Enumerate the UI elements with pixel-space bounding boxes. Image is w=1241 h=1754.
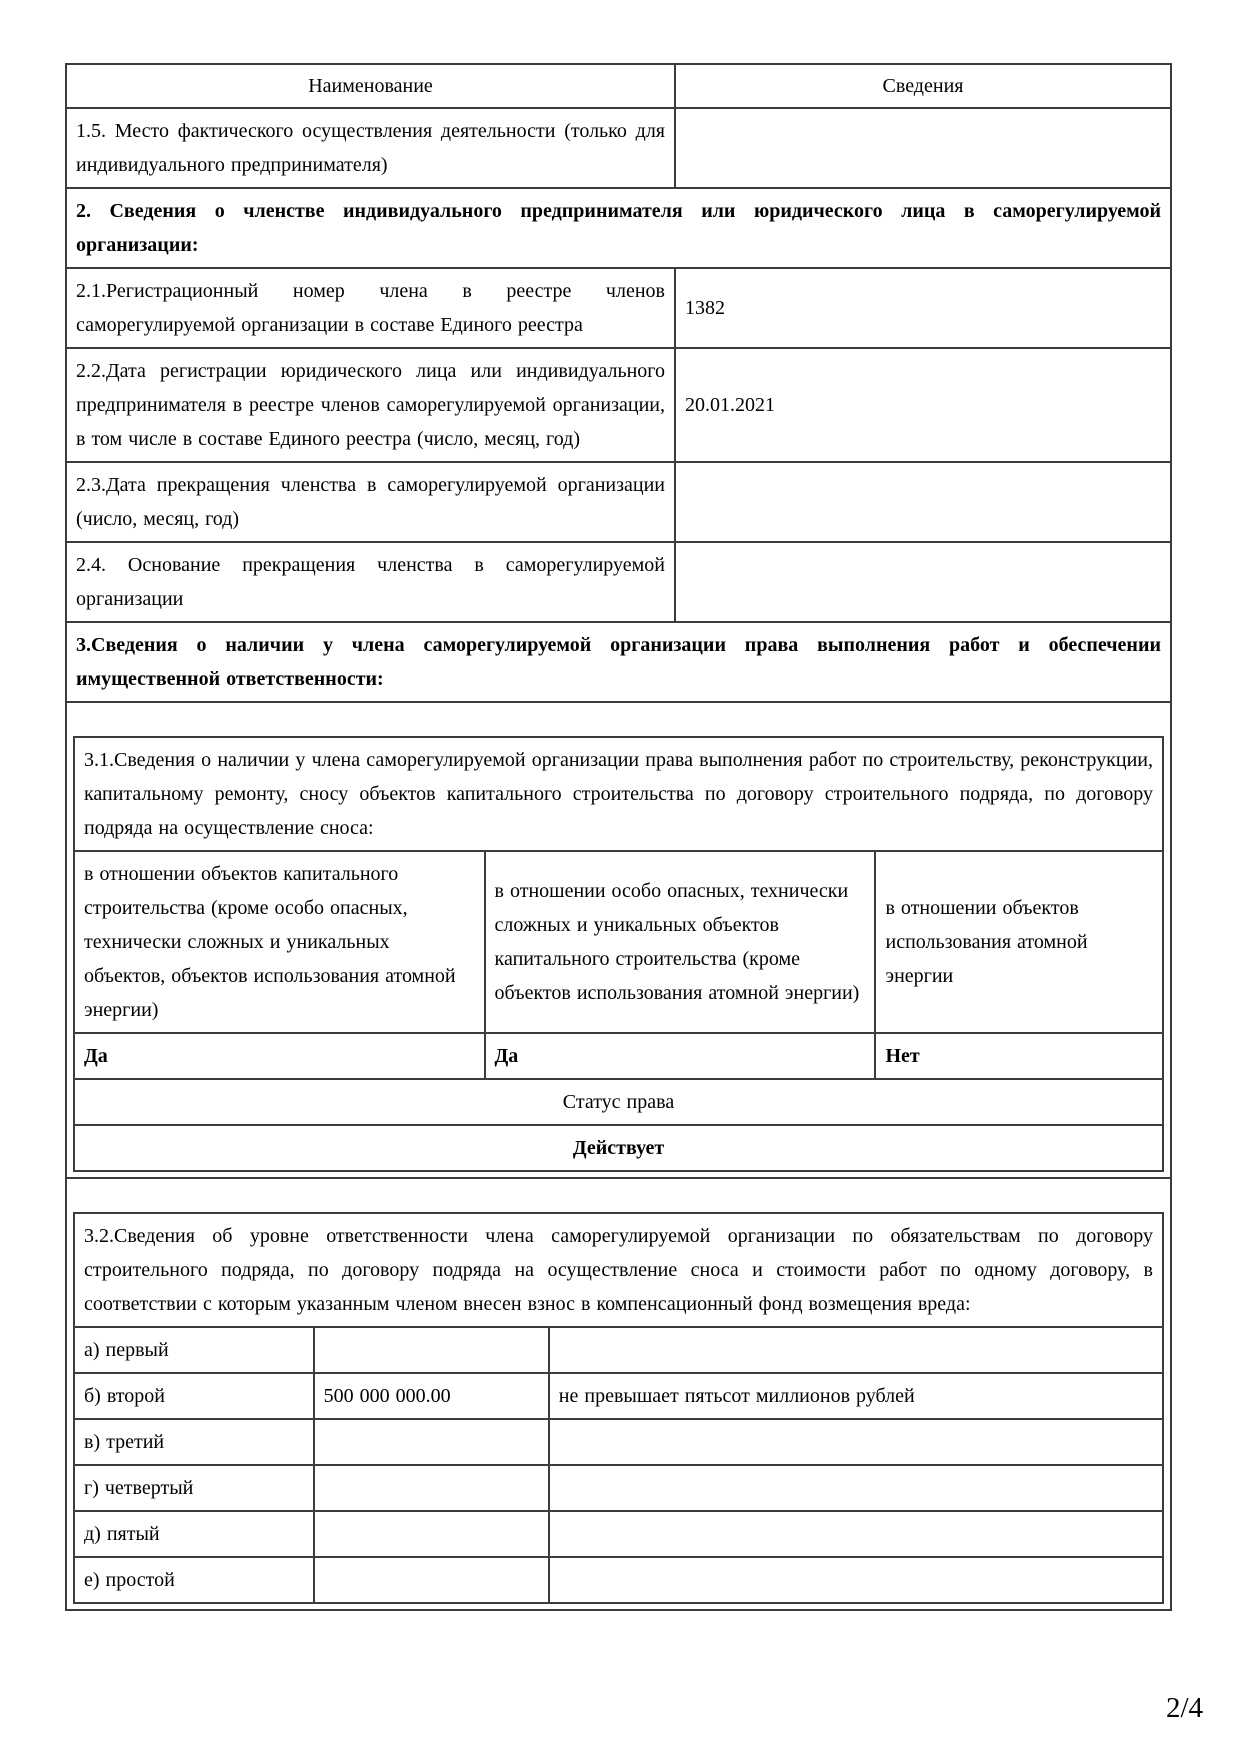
- status-label: Статус права: [74, 1079, 1163, 1125]
- status-value-row: [74, 1125, 1163, 1171]
- row-2-4-label: 2.4. Основание прекращения членства в саморегулируемой организации: [66, 542, 675, 622]
- section-3-2-container-row: [66, 1178, 1171, 1610]
- table-header-row: [66, 64, 1171, 108]
- rights-column-hazardous-objects: в отношении особо опасных, технически сложных и уникальных объектов капитального строительства (кроме объектов использования атомной энергии): [485, 851, 876, 1033]
- level-label: д) пятый: [74, 1511, 314, 1557]
- rights-table: [73, 736, 1164, 1172]
- page-number: 2/4: [1165, 1692, 1203, 1724]
- section-3-1-intro: 3.1.Сведения о наличии у члена саморегулируемой организации права выполнения работ по строительству, реконструкции, капитальному ремонту, сносу объектов капитального строительства по договору строительного подряда, по договору подряда на осуществление сноса:: [74, 737, 1163, 851]
- table-row: [66, 462, 1171, 542]
- row-2-1-label: 2.1.Регистрационный номер члена в реестре членов саморегулируемой организации в составе Единого реестра: [66, 268, 675, 348]
- rights-column-capital-objects: в отношении объектов капитального строительства (кроме особо опасных, технически сложных и уникальных объектов, объектов использования атомной энергии): [74, 851, 485, 1033]
- liability-row-second: [74, 1373, 1163, 1419]
- row-2-3-value: [675, 462, 1171, 542]
- level-label: г) четвертый: [74, 1465, 314, 1511]
- column-header-name: Наименование: [66, 64, 675, 108]
- liability-row-simple: [74, 1557, 1163, 1603]
- level-amount: [314, 1511, 549, 1557]
- level-amount: 500 000 000.00: [314, 1373, 549, 1419]
- section-3-1-container: [66, 702, 1171, 1178]
- level-description: [549, 1465, 1163, 1511]
- section-3-2-container: [66, 1178, 1171, 1610]
- liability-row-fourth: [74, 1465, 1163, 1511]
- section-3-header-row: [66, 622, 1171, 702]
- table-row: [66, 542, 1171, 622]
- level-amount: [314, 1327, 549, 1373]
- section-3-title: 3.Сведения о наличии у члена саморегулируемой организации права выполнения работ и обеспечении имущественной ответственности:: [66, 622, 1171, 702]
- row-2-4-value: [675, 542, 1171, 622]
- level-description: [549, 1557, 1163, 1603]
- liability-levels-table: [73, 1212, 1164, 1604]
- level-label: в) третий: [74, 1419, 314, 1465]
- level-amount: [314, 1557, 549, 1603]
- row-1-5-label: 1.5. Место фактического осуществления деятельности (только для индивидуального предпринимателя): [66, 108, 675, 188]
- status-value: Действует: [74, 1125, 1163, 1171]
- liability-row-third: [74, 1419, 1163, 1465]
- level-amount: [314, 1419, 549, 1465]
- level-label: а) первый: [74, 1327, 314, 1373]
- section-3-1-container-row: [66, 702, 1171, 1178]
- rights-column-nuclear-objects: в отношении объектов использования атомной энергии: [875, 851, 1163, 1033]
- level-description: [549, 1327, 1163, 1373]
- liability-intro-row: [74, 1213, 1163, 1327]
- section-2-title: 2. Сведения о членстве индивидуального предпринимателя или юридического лица в саморегулируемой организации:: [66, 188, 1171, 268]
- row-1-5-value: [675, 108, 1171, 188]
- table-row: [66, 268, 1171, 348]
- rights-intro-row: [74, 737, 1163, 851]
- column-header-details: Сведения: [675, 64, 1171, 108]
- level-description: не превышает пятьсот миллионов рублей: [549, 1373, 1163, 1419]
- table-row: [66, 108, 1171, 188]
- row-2-2-label: 2.2.Дата регистрации юридического лица или индивидуального предпринимателя в реестре членов саморегулируемой организации, в том числе в составе Единого реестра (число, месяц, год): [66, 348, 675, 462]
- row-2-3-label: 2.3.Дата прекращения членства в саморегулируемой организации (число, месяц, год): [66, 462, 675, 542]
- level-description: [549, 1419, 1163, 1465]
- rights-answer-capital: Да: [74, 1033, 485, 1079]
- table-row: [66, 348, 1171, 462]
- level-amount: [314, 1465, 549, 1511]
- section-2-header-row: [66, 188, 1171, 268]
- level-label: е) простой: [74, 1557, 314, 1603]
- section-3-2-intro: 3.2.Сведения об уровне ответственности члена саморегулируемой организации по обязательствам по договору строительного подряда, по договору подряда на осуществление сноса и стоимости работ по одному договору, в соответствии с которым указанным членом внесен взнос в компенсационный фонд возмещения вреда:: [74, 1213, 1163, 1327]
- level-description: [549, 1511, 1163, 1557]
- level-label: б) второй: [74, 1373, 314, 1419]
- liability-row-fifth: [74, 1511, 1163, 1557]
- rights-answer-hazardous: Да: [485, 1033, 876, 1079]
- rights-columns-row: [74, 851, 1163, 1033]
- row-2-2-value: 20.01.2021: [675, 348, 1171, 462]
- row-2-1-value: 1382: [675, 268, 1171, 348]
- status-label-row: [74, 1079, 1163, 1125]
- rights-answers-row: [74, 1033, 1163, 1079]
- registry-extract-table: [65, 63, 1172, 1611]
- rights-answer-nuclear: Нет: [875, 1033, 1163, 1079]
- liability-row-first: [74, 1327, 1163, 1373]
